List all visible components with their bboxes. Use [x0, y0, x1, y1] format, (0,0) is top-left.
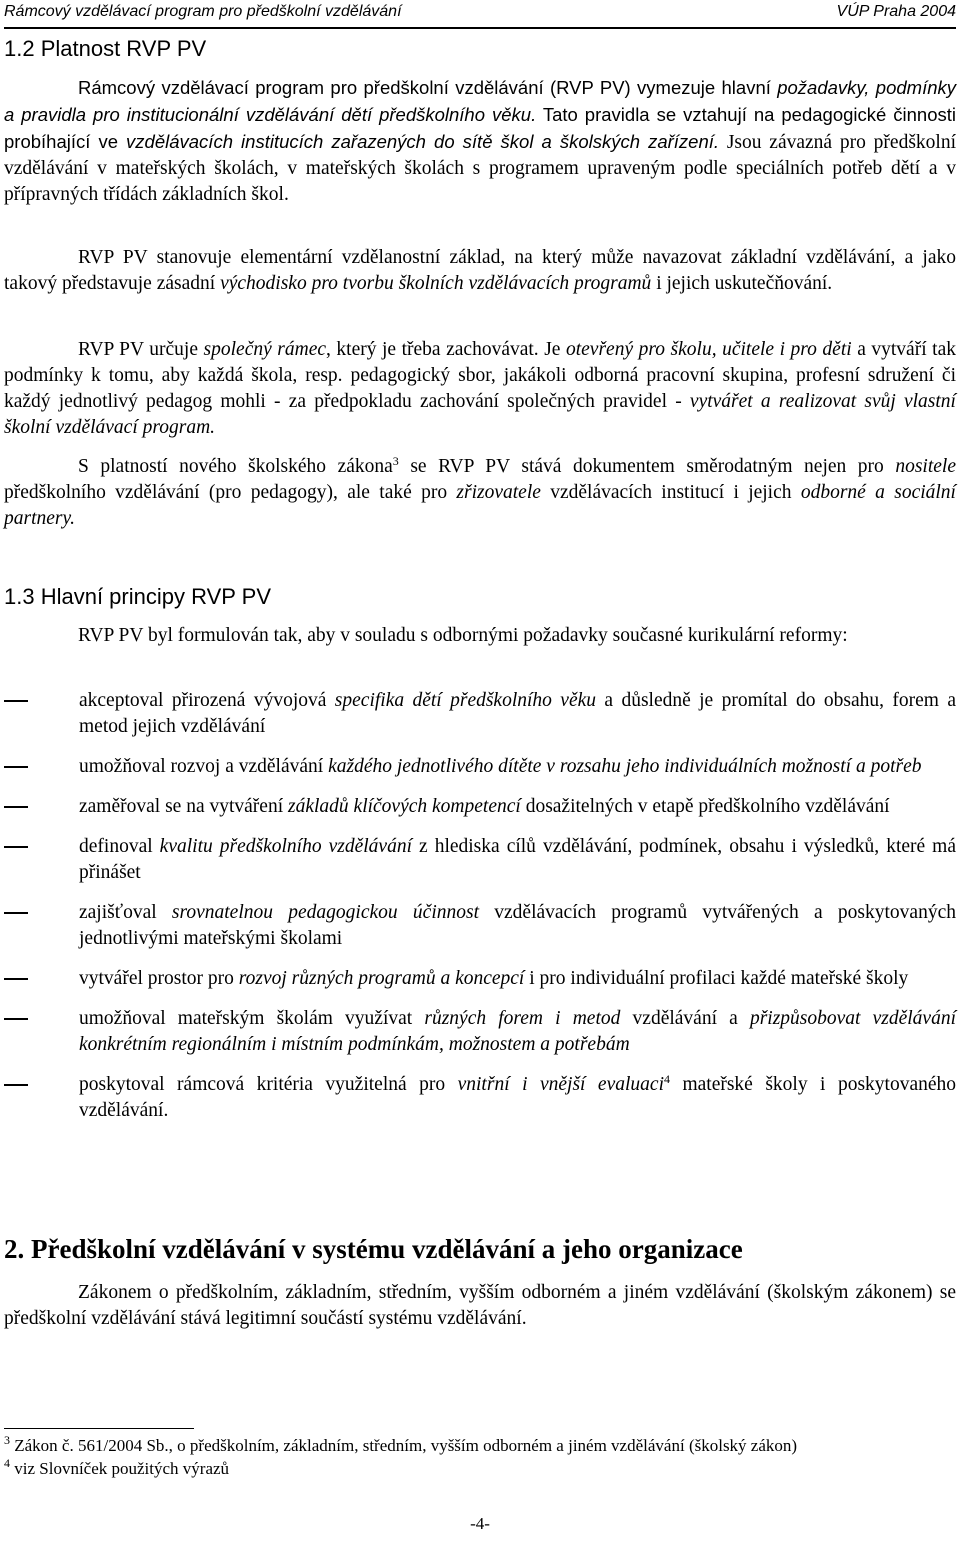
dash-bullet-icon: [4, 978, 28, 980]
section-1-3-intro: RVP PV byl formulován tak, aby v souladu s odbornými požadavky současné kurikulární reformy:: [78, 625, 848, 646]
text-run: zaměřoval se na vytváření: [79, 796, 288, 817]
text-run: umožňoval rozvoj a vzdělávání: [79, 756, 329, 777]
list-item: [4, 966, 956, 992]
text-run: akceptoval přirozená vývojová: [79, 690, 335, 711]
text-run-italic: společný rámec: [203, 339, 327, 360]
text-run-italic: zřizovatele: [456, 482, 541, 503]
text-run-italic: srovnatelnou pedagogickou účinnost: [171, 902, 479, 923]
text-run-italic: rozvoj různých programů a koncepcí: [238, 968, 525, 989]
text-run-italic: požadavky, podmínky a pravidla pro institucionální vzdělávání dětí předškolního věku.: [4, 77, 956, 125]
text-run-italic: různých forem i metod: [424, 1008, 621, 1029]
footnote-number: 4: [4, 1456, 10, 1470]
list-item: [4, 834, 956, 886]
dash-bullet-icon: [4, 1018, 28, 1020]
list-item: [4, 754, 956, 780]
text-run-italic: každého jednotlivého dítěte v rozsahu jeho individuálních možností a potřeb: [328, 756, 922, 777]
text-run: RVP PV určuje: [78, 339, 204, 360]
text-run: poskytoval rámcová kritéria využitelná pro: [79, 1074, 458, 1095]
text-run-italic: vnitřní i vnější evaluaci: [457, 1074, 664, 1095]
running-header: [4, 3, 956, 29]
dash-bullet-icon: [4, 766, 28, 768]
section-2-paragraph-1: Zákonem o předškolním, základním, středním, vyšším odborném a jiném vzdělávání (školským zákonem) se předškolní vzdělávání stává legitimní součástí systému vzdělávání.: [4, 1282, 956, 1329]
list-item: [4, 1072, 956, 1124]
dash-bullet-icon: [4, 700, 28, 702]
dash-bullet-icon: [4, 846, 28, 848]
section-1-2-paragraph-2: [4, 245, 956, 297]
text-run: , který je třeba zachovávat. Je: [326, 339, 566, 360]
dash-bullet-icon: [4, 806, 28, 808]
footnote-separator: [4, 1428, 194, 1429]
footnote-text: Zákon č. 561/2004 Sb., o předškolním, základním, středním, vyšším odborném a jiném vzdělávání (školský zákon): [10, 1436, 798, 1455]
text-run: RVP PV stanovuje elementární vzdělanostní základ, na který může navazovat základní vzdělávání, a jako takový představuje zásadní: [4, 247, 956, 294]
text-run-italic: odborné a sociální partnery.: [4, 482, 956, 529]
text-run-italic: vzdělávacích institucích zařazených do sítě škol a školských zařízení.: [126, 131, 720, 152]
text-run: S platností nového školského zákona: [78, 456, 393, 477]
section-1-2-paragraph-3: [4, 337, 956, 441]
header-publisher: VÚP Praha 2004: [836, 3, 956, 20]
text-run: mateřské školy i poskytovaného vzdělávání.: [79, 1074, 957, 1121]
text-run: i pro individuální profilaci každé mateřské školy: [524, 968, 909, 989]
header-title: Rámcový vzdělávací program pro předškolní vzdělávání: [4, 3, 402, 20]
footnote-number: 3: [4, 1433, 10, 1447]
text-run-italic: nositele: [895, 456, 956, 477]
text-run-italic: kvalitu předškolního vzdělávání: [159, 836, 412, 857]
section-1-2-paragraph-4: [4, 454, 956, 532]
text-run: umožňoval mateřským školám využívat: [79, 1008, 425, 1029]
footnote-ref-4[interactable]: 4: [663, 1072, 670, 1086]
text-run: Jsou závazná pro předškolní vzdělávání v mateřských školách, v mateřských školách s programem upraveným podle speciálních potřeb dětí a v přípravných třídách základních škol.: [4, 132, 956, 205]
list-item: [4, 688, 956, 740]
text-run-italic: východisko pro tvorbu školních vzdělávacích programů: [220, 273, 652, 294]
text-run-italic: specifika dětí předškolního věku: [334, 690, 597, 711]
text-run: a vytváří tak podmínky k tomu, aby každá škola, resp. pedagogický sbor, jakákoli odborná pracovní skupina, profesní sdružení či každý jednotlivý pedagog mohli - za předpokladu zachování společných pravidel -: [4, 339, 956, 412]
footnote-3: [4, 1434, 954, 1457]
text-run-italic: vytvářet a realizovat svůj vlastní školní vzdělávací program.: [4, 391, 956, 438]
dash-bullet-icon: [4, 912, 28, 914]
text-run: vzdělávacích institucí i jejich: [540, 482, 801, 503]
footnote-4: [4, 1457, 954, 1480]
section-1-2-paragraph-1: [4, 75, 956, 208]
footnote-ref-3[interactable]: 3: [392, 454, 399, 468]
text-run-italic: základů klíčových kompetencí: [288, 796, 521, 817]
section-1-2-title: 1.2 Platnost RVP PV: [4, 36, 207, 61]
text-run: i jejich uskutečňování.: [651, 273, 833, 294]
section-2-title: 2. Předškolní vzdělávání v systému vzdělávání a jeho organizace: [4, 1234, 743, 1264]
text-run-italic: otevřený pro školu, učitele i pro děti: [565, 339, 852, 360]
text-run: a důsledně je promítal do obsahu, forem a metod jejich vzdělávání: [79, 690, 957, 737]
dash-bullet-icon: [4, 1084, 28, 1086]
section-1-3-title: 1.3 Hlavní principy RVP PV: [4, 584, 271, 609]
text-run: vzdělávacích programů vytvářených a poskytovaných jednotlivými mateřskými školami: [79, 902, 956, 949]
header-rule: [4, 27, 956, 29]
text-run: se RVP PV stává dokumentem směrodatným nejen pro: [398, 456, 896, 477]
text-run: vzdělávání a: [620, 1008, 750, 1029]
text-run: z hlediska cílů vzdělávání, podmínek, obsahu i výsledků, které má přinášet: [79, 836, 957, 883]
list-item: [4, 794, 956, 820]
text-run-italic: přizpůsobovat vzdělávání konkrétním regionálním i místním podmínkám, možnostem a potřebám: [79, 1008, 956, 1055]
text-run: Rámcový vzdělávací program pro předškolní vzdělávání (RVP PV) vymezuje hlavní: [78, 77, 778, 98]
text-run: předškolního vzdělávání (pro pedagogy), ale také pro: [4, 482, 457, 503]
footnotes: [4, 1434, 954, 1480]
text-run: zajišťoval: [79, 902, 172, 923]
text-run: definoval: [79, 836, 160, 857]
list-item: [4, 900, 956, 952]
page-number: -4-: [470, 1514, 490, 1533]
footnote-text: viz Slovníček použitých výrazů: [10, 1459, 230, 1478]
principles-list: [4, 688, 956, 1138]
text-run: Tato pravidla se vztahují na pedagogické činnosti probíhající ve: [4, 104, 957, 152]
text-run: vytvářel prostor pro: [79, 968, 239, 989]
list-item: [4, 1006, 956, 1058]
text-run: dosažitelných v etapě předškolního vzdělávání: [520, 796, 890, 817]
